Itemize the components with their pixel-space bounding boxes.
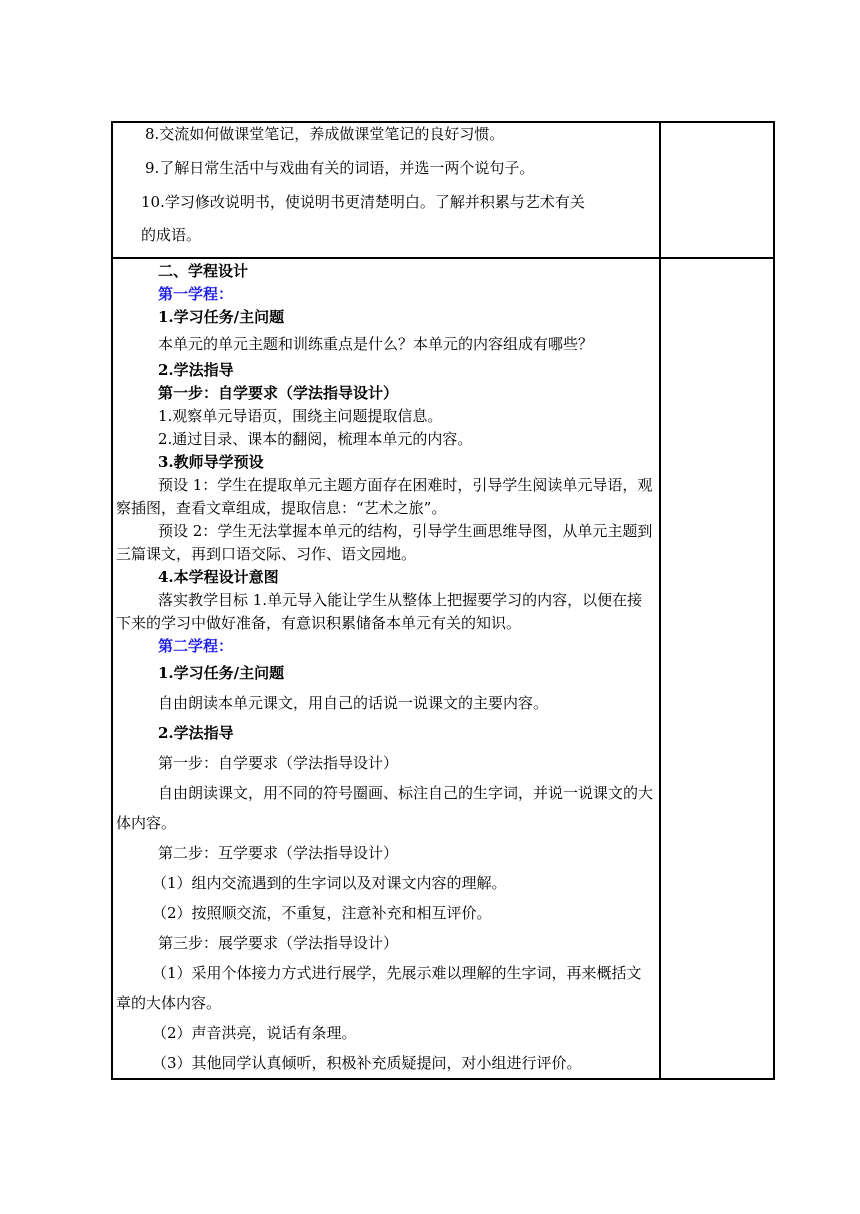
- objective-10-continued: 的成语。: [141, 226, 202, 244]
- objective-9: 9.了解日常生活中与戏曲有关的词语，并选一两个说句子。: [145, 159, 535, 177]
- first-preset-title: 3.教师导学预设: [158, 453, 264, 471]
- objective-8: 8.交流如何做课堂笔记，养成做课堂笔记的良好习惯。: [145, 125, 505, 143]
- second-step3-item: （1）采用个体接力方式进行展学，先展示难以理解的生字词，再来概括文章的大体内容。: [116, 964, 642, 1012]
- second-step2-item: （2）按照顺交流，不重复，注意补充和相互评价。: [152, 904, 492, 922]
- section-title: 二、学程设计: [158, 262, 249, 280]
- objectives-row: [112, 122, 774, 258]
- first-task-text: 本单元的单元主题和训练重点是什么？本单元的内容组成有哪些？: [158, 335, 594, 353]
- second-step3-title: 第三步：展学要求（学法指导设计）: [158, 934, 399, 952]
- second-task-text: 自由朗读本单元课文，用自己的话说一说课文的主要内容。: [158, 694, 549, 712]
- first-preset-2: 预设 2：学生无法掌握本单元的结构，引导学生画思维导图，从单元主题到三篇课文，再到口语交际、习作、语文园地。: [116, 522, 653, 563]
- second-task-title: 1.学习任务/主问题: [158, 664, 285, 682]
- second-step1-title: 第一步：自学要求（学法指导设计）: [158, 754, 399, 772]
- second-step3-item: （2）声音洪亮，说话有条理。: [152, 1024, 357, 1042]
- notes-cell-1: [660, 122, 774, 258]
- second-step3-item: （3）其他同学认真倾听，积极补充质疑提问，对小组进行评价。: [152, 1054, 582, 1072]
- second-step2-title: 第二步：互学要求（学法指导设计）: [158, 844, 399, 862]
- second-step2-item: （1）组内交流遇到的生字词以及对课文内容的理解。: [152, 874, 507, 892]
- first-stage-heading: 第一学程：: [158, 285, 234, 303]
- first-preset-1: 预设 1：学生在提取单元主题方面存在困难时，引导学生阅读单元导语，观察插图，查看文章组成，提取信息：“艺术之旅”。: [116, 476, 653, 517]
- notes-cell-2: [660, 258, 774, 1079]
- second-method-title: 2.学法指导: [158, 724, 234, 742]
- first-step1-item: 2.通过目录、课本的翻阅，梳理本单元的内容。: [158, 430, 473, 448]
- design-cell: [112, 258, 660, 1079]
- lesson-plan-table: [111, 121, 775, 1080]
- design-row: [112, 258, 774, 1079]
- first-step1-item: 1.观察单元导语页，围绕主问题提取信息。: [158, 407, 443, 425]
- first-intent-title: 4.本学程设计意图: [158, 568, 279, 586]
- first-task-title: 1.学习任务/主问题: [158, 308, 285, 326]
- second-stage-heading: 第二学程：: [158, 637, 234, 655]
- first-step1-title: 第一步：自学要求（学法指导设计）: [158, 384, 399, 402]
- first-method-title: 2.学法指导: [158, 361, 234, 379]
- second-step1-text: 自由朗读课文，用不同的符号圈画、标注自己的生字词，并说一说课文的大体内容。: [116, 784, 654, 832]
- first-intent-text: 落实教学目标 1.单元导入能让学生从整体上把握要学习的内容，以便在接下来的学习中做好准备，有意识积累储备本单元有关的知识。: [116, 591, 643, 632]
- objectives-cell: [112, 122, 660, 258]
- objective-10: 10.学习修改说明书，使说明书更清楚明白。了解并积累与艺术有关: [141, 193, 585, 211]
